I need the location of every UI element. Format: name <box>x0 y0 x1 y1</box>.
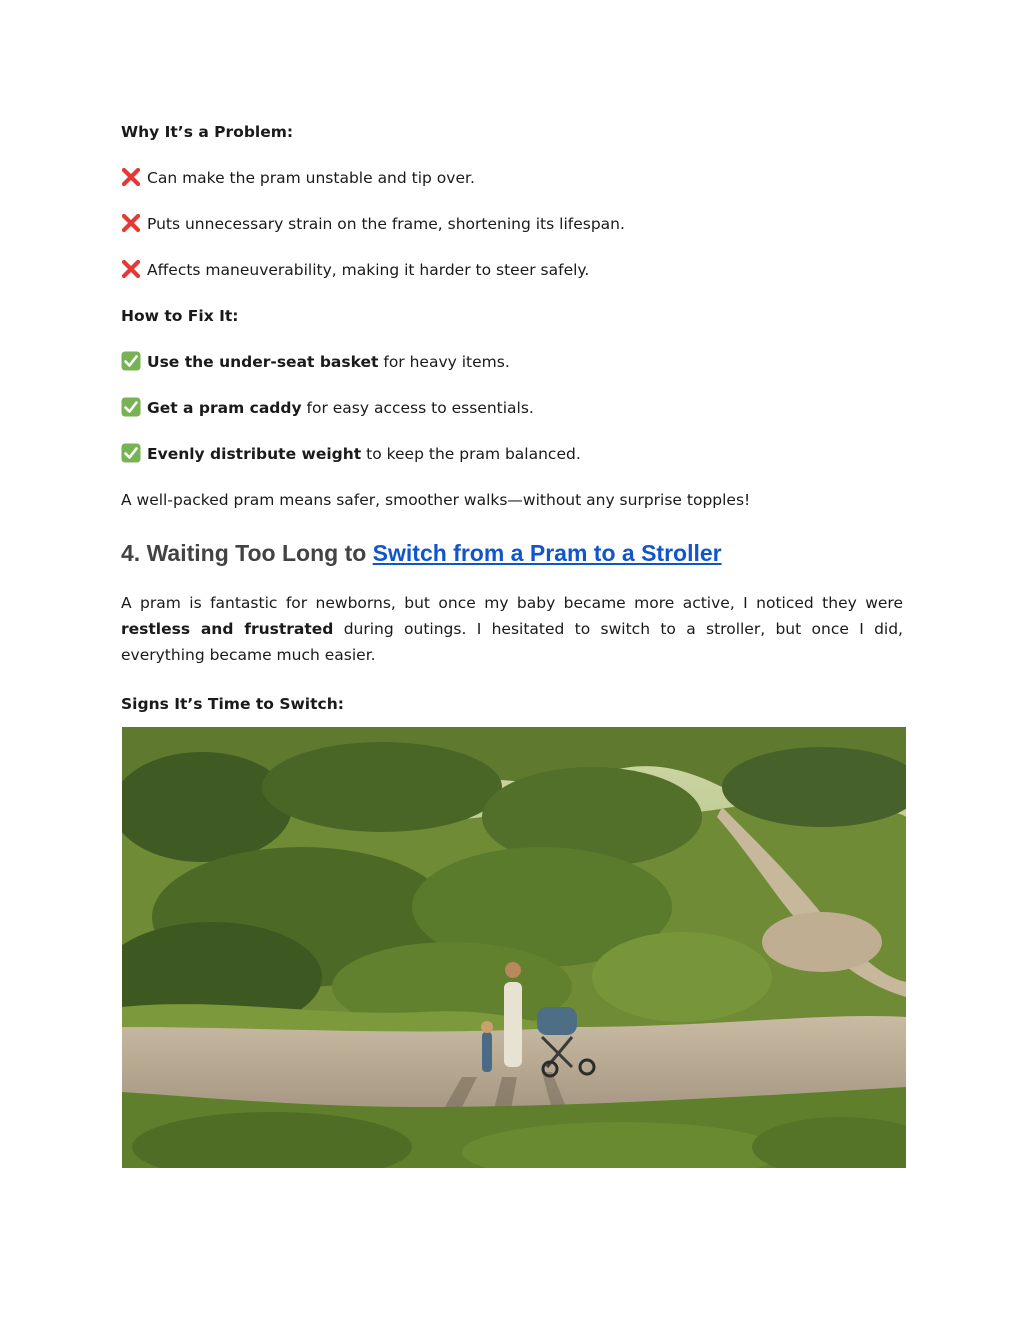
fix-item <box>121 349 903 375</box>
fix-item-text: to keep the pram balanced. <box>361 445 581 463</box>
check-mark-icon <box>121 397 141 417</box>
switch-stroller-link[interactable]: Switch from a Pram to a Stroller <box>372 540 722 566</box>
cross-mark-icon <box>121 259 141 279</box>
fix-item-bold: Get a pram caddy <box>147 399 302 417</box>
summary-text: A well-packed pram means safer, smoother walks—without any surprise topples! <box>121 491 751 509</box>
problem-item <box>121 165 903 191</box>
section-4-body-part1: A pram is fantastic for newborns, but once my baby became more active, I noticed they were <box>121 594 903 612</box>
fix-heading: How to Fix It: <box>121 307 239 325</box>
section-4-body-bold: restless and frustrated <box>121 620 334 638</box>
check-mark-icon <box>121 443 141 463</box>
fix-item-bold: Use the under-seat basket <box>147 353 379 371</box>
fix-item <box>121 395 903 421</box>
cross-mark-icon <box>121 167 141 187</box>
problem-heading: Why It’s a Problem: <box>121 123 294 141</box>
section-4-body <box>121 590 903 668</box>
check-mark-icon <box>121 351 141 371</box>
problem-item <box>121 211 903 237</box>
problem-item-text: Puts unnecessary strain on the frame, shortening its lifespan. <box>147 215 625 233</box>
signs-heading: Signs It’s Time to Switch: <box>121 695 344 713</box>
problem-item-text: Affects maneuverability, making it harder to steer safely. <box>147 261 590 279</box>
family-walk-photo <box>122 727 906 1168</box>
fix-item-text: for easy access to essentials. <box>301 399 534 417</box>
problem-item <box>121 257 903 283</box>
section-4-heading <box>121 540 903 567</box>
fix-item-bold: Evenly distribute weight <box>147 445 362 463</box>
problem-item-text: Can make the pram unstable and tip over. <box>147 169 475 187</box>
fix-item <box>121 441 903 467</box>
cross-mark-icon <box>121 213 141 233</box>
section-4-heading-prefix: 4. Waiting Too Long to <box>121 540 373 566</box>
fix-item-text: for heavy items. <box>378 353 510 371</box>
section-4-body-part2: during outings. I hesitated to switch to a stroller, but once I did, everything became much easier. <box>121 620 903 664</box>
